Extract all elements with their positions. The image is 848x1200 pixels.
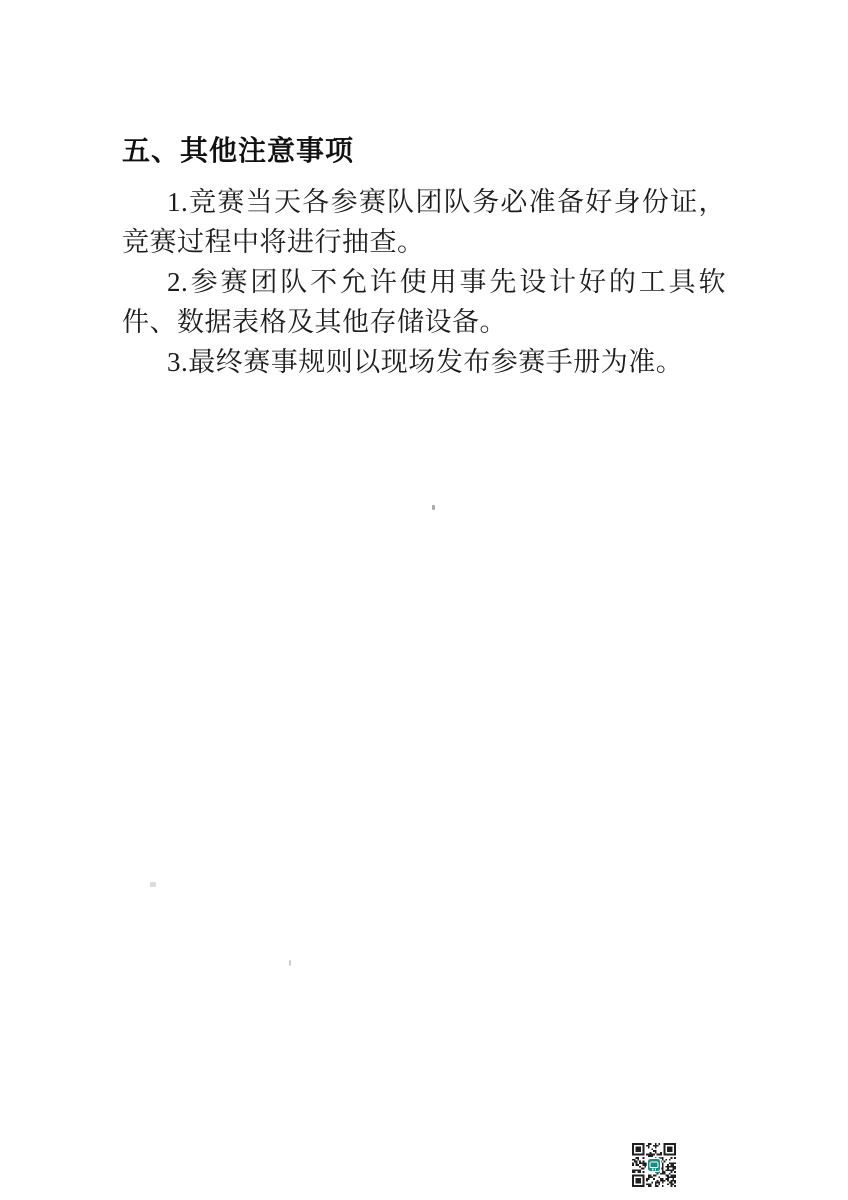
qr-code-graphic xyxy=(632,1143,676,1187)
notice-item-3: 3.最终赛事规则以现场发布参赛手册为准。 xyxy=(167,347,684,377)
scan-speck xyxy=(150,882,156,887)
scan-speck xyxy=(289,960,291,966)
qr-code xyxy=(632,1143,676,1187)
scan-speck xyxy=(432,505,435,510)
section-heading: 五、其他注意事项 xyxy=(122,135,355,166)
document-content xyxy=(122,134,726,382)
notice-item-1: 1.竞赛当天各参赛队团队务必准备好身份证，竞赛过程中将进行抽查。 xyxy=(122,187,726,257)
notice-item-2: 2.参赛团队不允许使用事先设计好的工具软件、数据表格及其他存储设备。 xyxy=(122,267,726,337)
